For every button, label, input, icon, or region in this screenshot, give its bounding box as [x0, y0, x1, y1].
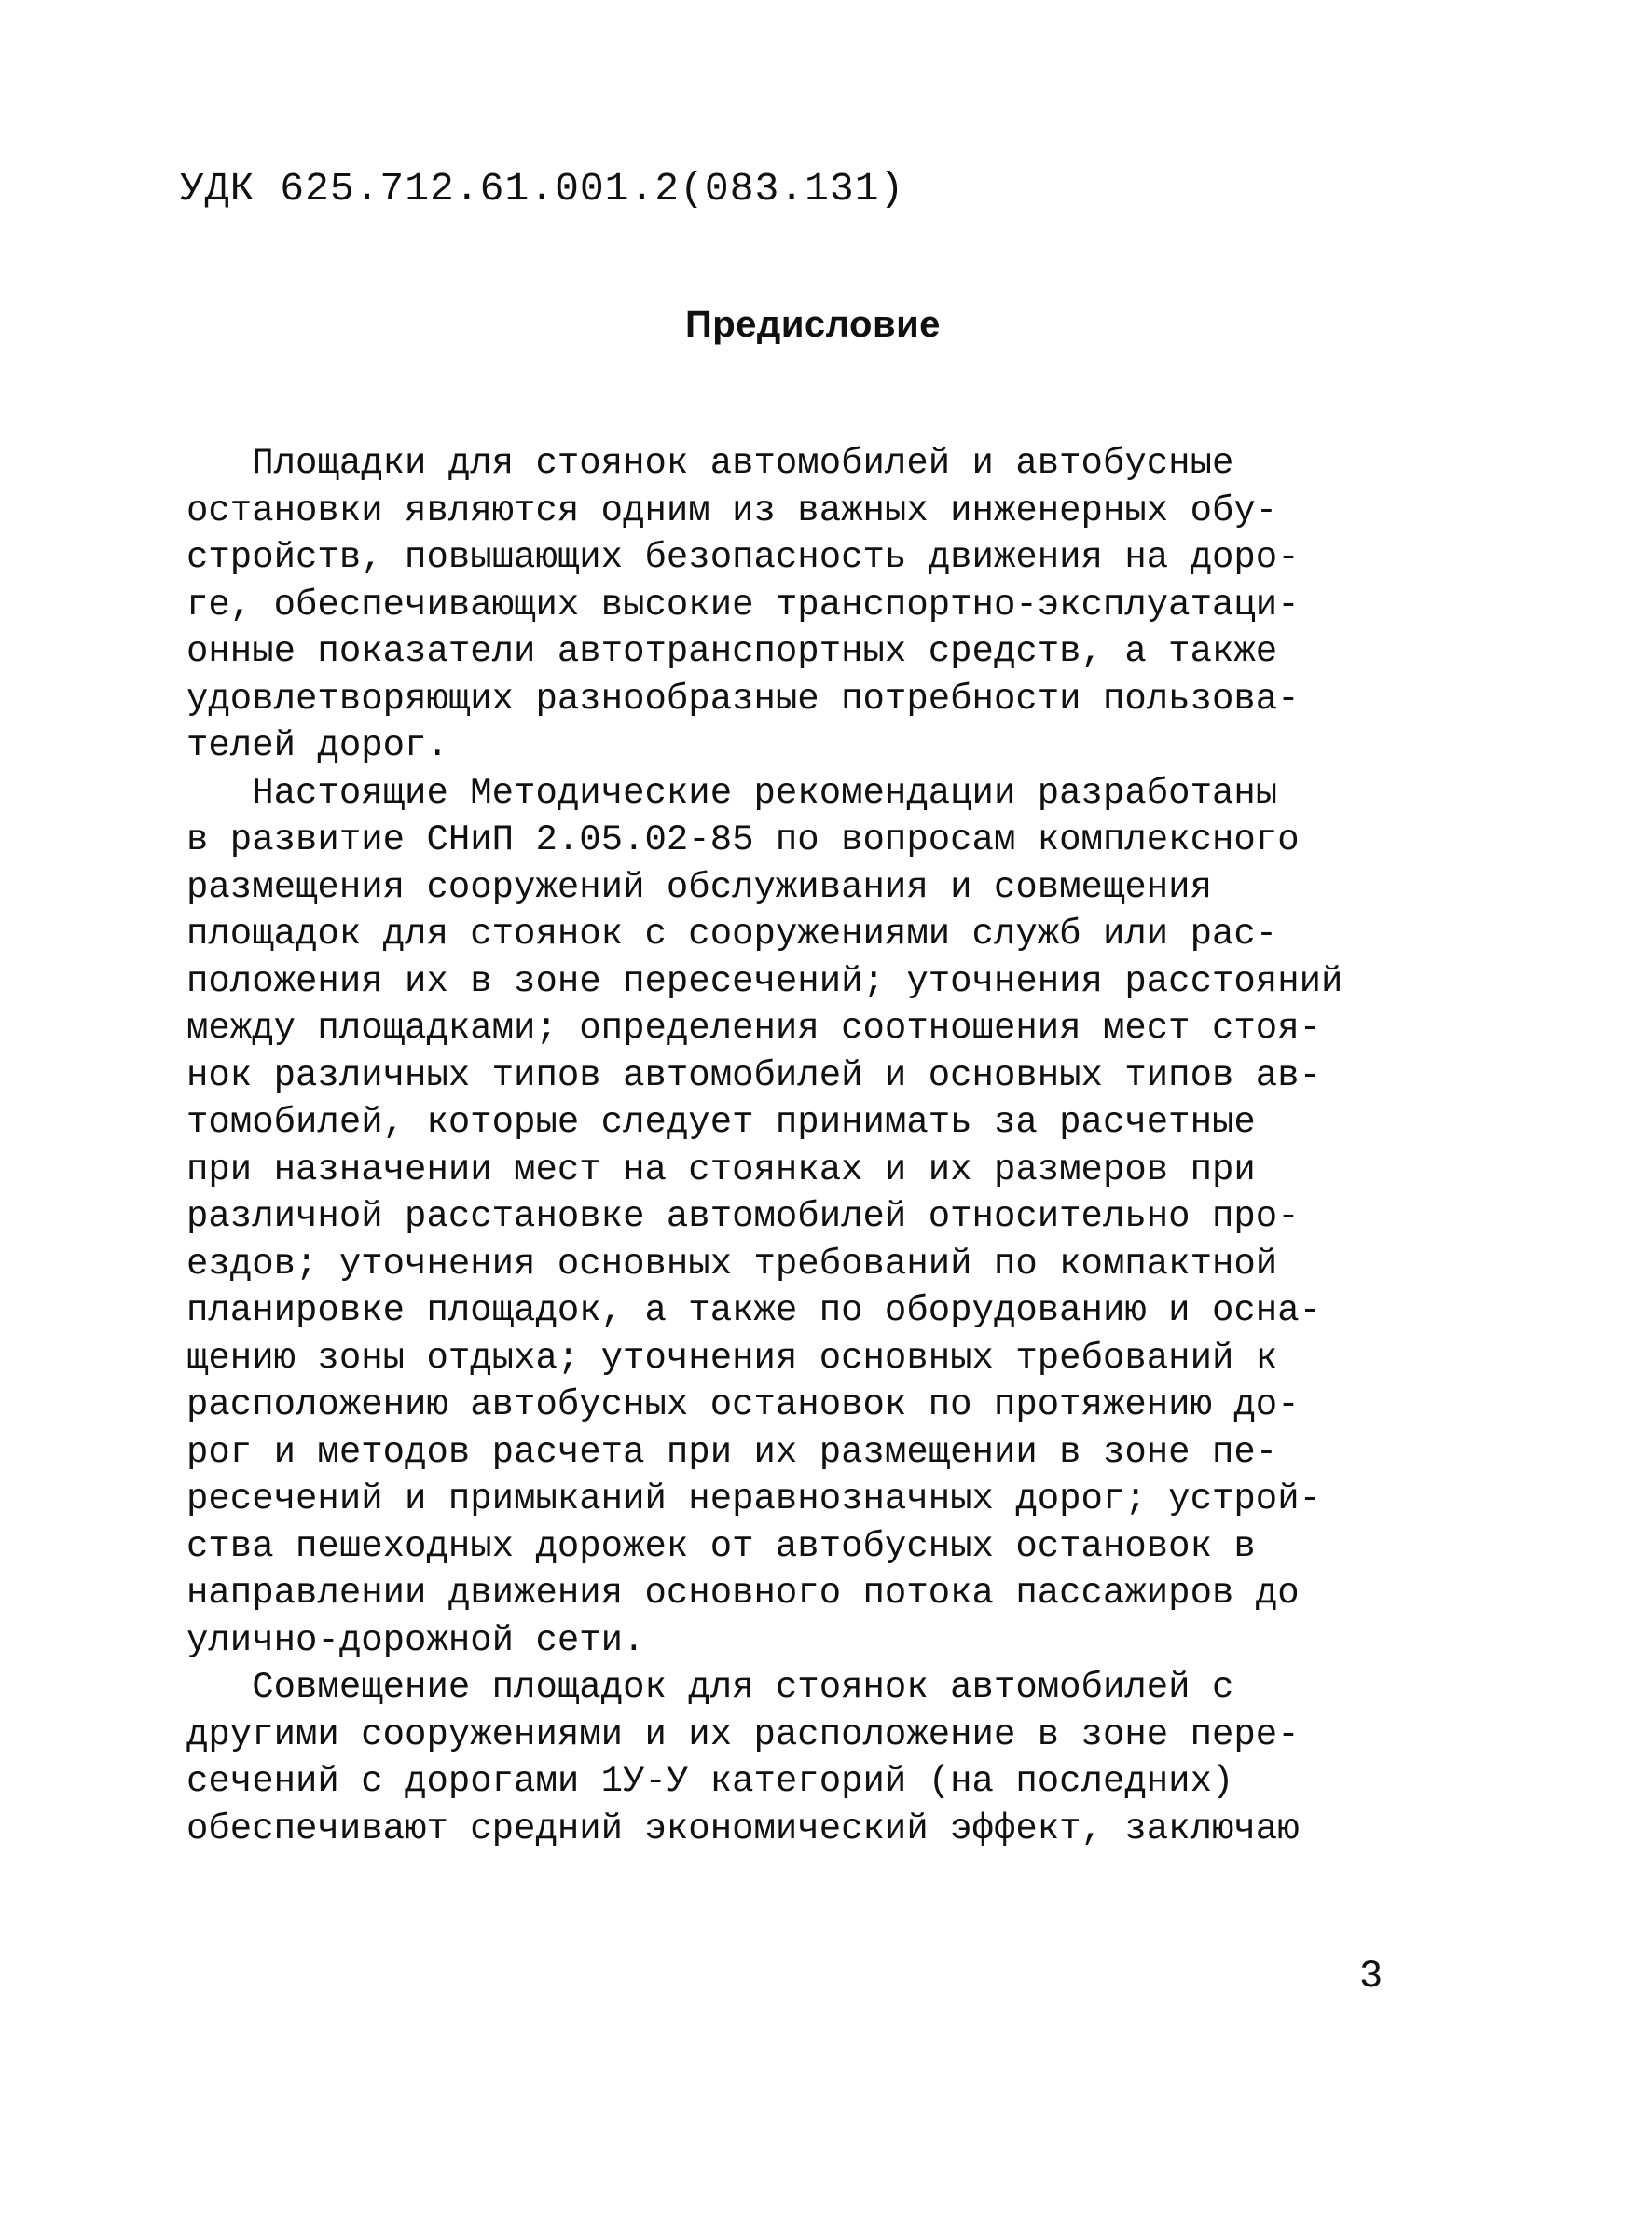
- text-line: щению зоны отдыха; уточнения основных требований к: [186, 1337, 1278, 1379]
- text-line: Совмещение площадок для стоянок автомобилей с: [186, 1667, 1234, 1708]
- text-line: другими сооружениями и их расположение в зоне пере-: [186, 1713, 1300, 1755]
- text-line: нок различных типов автомобилей и основных типов ав-: [186, 1054, 1321, 1096]
- page-title: Предисловие: [685, 304, 941, 345]
- udc-code: УДК 625.712.61.001.2(083.131): [180, 166, 905, 212]
- text-line: при назначении мест на стоянках и их размеров при: [186, 1148, 1256, 1190]
- text-line: сечений с дорогами 1У-У категорий (на последних): [186, 1761, 1234, 1802]
- text-line: положения их в зоне пересечений; уточнения расстояний: [186, 960, 1343, 1002]
- text-line: различной расстановке автомобилей относительно про-: [186, 1196, 1300, 1237]
- text-line: остановки являются одним из важных инженерных обу-: [186, 489, 1278, 531]
- text-line: планировке площадок, а также по оборудованию и осна-: [186, 1290, 1321, 1331]
- text-line: удовлетворяющих разнообразные потребности пользова-: [186, 678, 1300, 720]
- text-line: Настоящие Методические рекомендации разработаны: [186, 772, 1278, 814]
- text-line: телей дорог.: [186, 725, 448, 766]
- text-line: ресечений и примыканий неравнозначных дорог; устрой-: [186, 1478, 1321, 1519]
- text-line: направлении движения основного потока пассажиров до: [186, 1573, 1300, 1614]
- text-line: стройств, повышающих безопасность движения на доро-: [186, 537, 1300, 578]
- text-line: между площадками; определения соотношения мест стоя-: [186, 1008, 1321, 1049]
- text-line: Площадки для стоянок автомобилей и автобусные: [186, 443, 1234, 484]
- text-line: ге, обеспечивающих высокие транспортно-эксплуатаци-: [186, 584, 1300, 625]
- text-line: улично-дорожной сети.: [186, 1619, 645, 1661]
- body-text: [186, 440, 1510, 1852]
- text-line: томобилей, которые следует принимать за расчетные: [186, 1102, 1256, 1143]
- page-number: 3: [1359, 1954, 1384, 1999]
- text-line: ездов; уточнения основных требований по компактной: [186, 1243, 1278, 1285]
- text-line: размещения сооружений обслуживания и совмещения: [186, 866, 1212, 908]
- text-line: расположению автобусных остановок по протяжению до-: [186, 1384, 1300, 1425]
- text-line: в развитие СНиП 2.05.02-85 по вопросам комплексного: [186, 819, 1300, 860]
- text-line: ства пешеходных дорожек от автобусных остановок в: [186, 1525, 1256, 1567]
- text-line: рог и методов расчета при их размещении в зоне пе-: [186, 1431, 1278, 1473]
- text-line: онные показатели автотранспортных средств, а также: [186, 631, 1278, 672]
- text-line: обеспечивают средний экономический эффект, заключаю: [186, 1808, 1300, 1849]
- text-line: площадок для стоянок с сооружениями служб или рас-: [186, 914, 1278, 955]
